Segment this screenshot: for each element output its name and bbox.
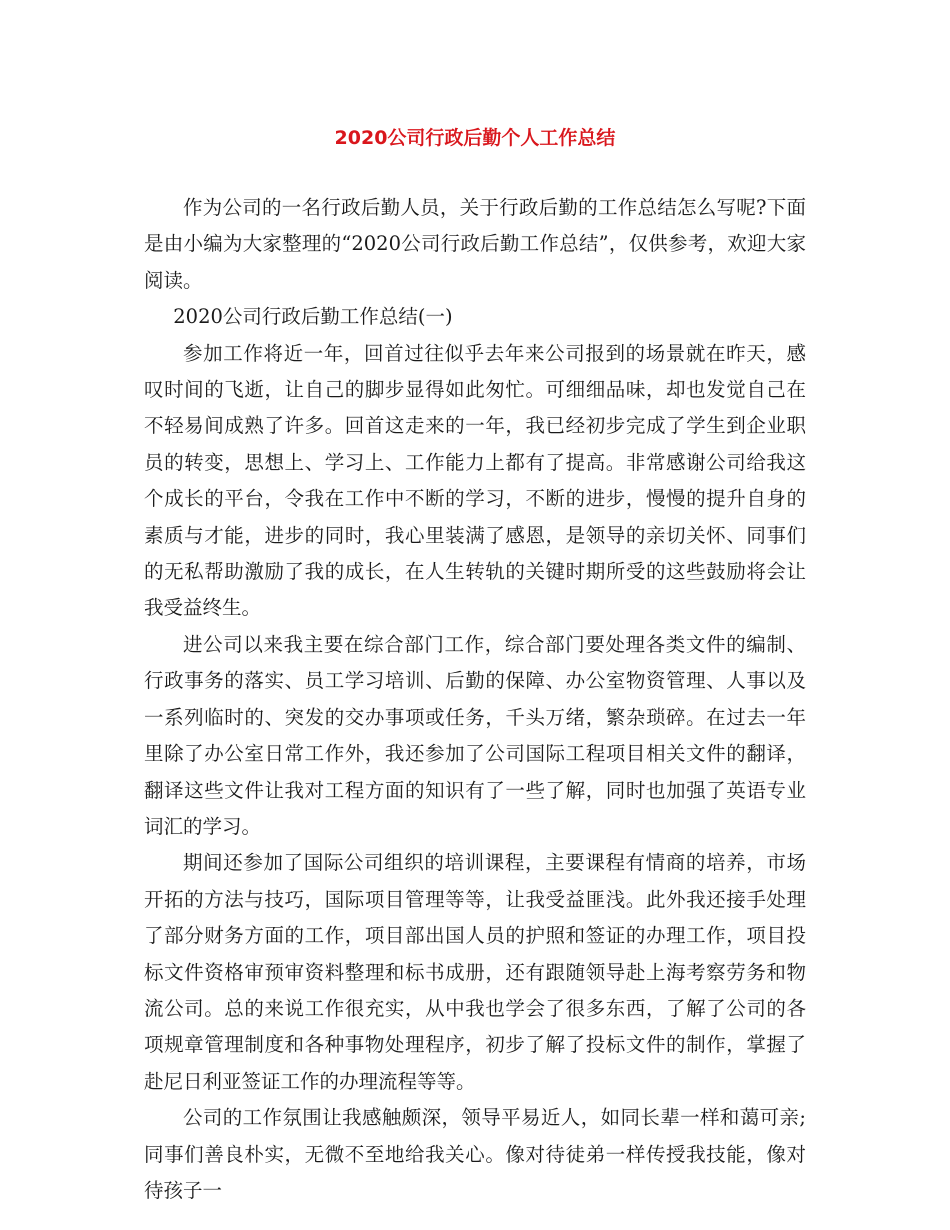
body-paragraph: 进公司以来我主要在综合部门工作，综合部门要处理各类文件的编制、行政事务的落实、员工学习培训、后勤的保障、办公室物资管理、人事以及一系列临时的、突发的交办事项或任务，千头万绪，繁杂琐碎。在过去一年里除了办公室日常工作外，我还参加了公司国际工程项目相关文件的翻译，翻译这些文件让我对工程方面的知识有了一些了解，同时也加强了英语专业词汇的学习。 (144, 632, 806, 838)
body-paragraph: 期间还参加了国际公司组织的培训课程，主要课程有情商的培养，市场开拓的方法与技巧，国际项目管理等等，让我受益匪浅。此外我还接手处理了部分财务方面的工作，项目部出国人员的护照和签证的办理工作，项目投标文件资格审预审资料整理和标书成册，还有跟随领导赴上海考察劳务和物流公司。总的来说工作很充实，从中我也学会了很多东西，了解了公司的各项规章管理制度和各种事物处理程序，初步了解了投标文件的制作，掌握了赴尼日利亚签证工作的办理流程等等。 (144, 851, 806, 1093)
document-body (144, 190, 806, 1209)
body-paragraph: 参加工作将近一年，回首过往似乎去年来公司报到的场景就在昨天，感叹时间的飞逝，让自己的脚步显得如此匆忙。可细细品味，却也发觉自己在不轻易间成熟了许多。回首这走来的一年，我已经初步完成了学生到企业职员的转变，思想上、学习上、工作能力上都有了提高。非常感谢公司给我这个成长的平台，令我在工作中不断的学习，不断的进步，慢慢的提升自身的素质与才能，进步的同时，我心里装满了感恩，是领导的亲切关怀、同事们的无私帮助激励了我的成长，在人生转轨的关键时期所受的这些鼓励将会让我受益终生。 (144, 341, 806, 620)
section-heading: 2020公司行政后勤工作总结(一) (173, 305, 453, 329)
document-title: 2020公司行政后勤个人工作总结 (334, 127, 616, 149)
body-paragraph: 公司的工作氛围让我感触颇深，领导平易近人，如同长辈一样和蔼可亲;同事们善良朴实，无微不至地给我关心。像对待徒弟一样传授我技能，像对待孩子一 (144, 1106, 806, 1202)
intro-paragraph: 作为公司的一名行政后勤人员，关于行政后勤的工作总结怎么写呢?下面是由小编为大家整理的“2020公司行政后勤工作总结”，仅供参考，欢迎大家阅读。 (144, 196, 806, 292)
